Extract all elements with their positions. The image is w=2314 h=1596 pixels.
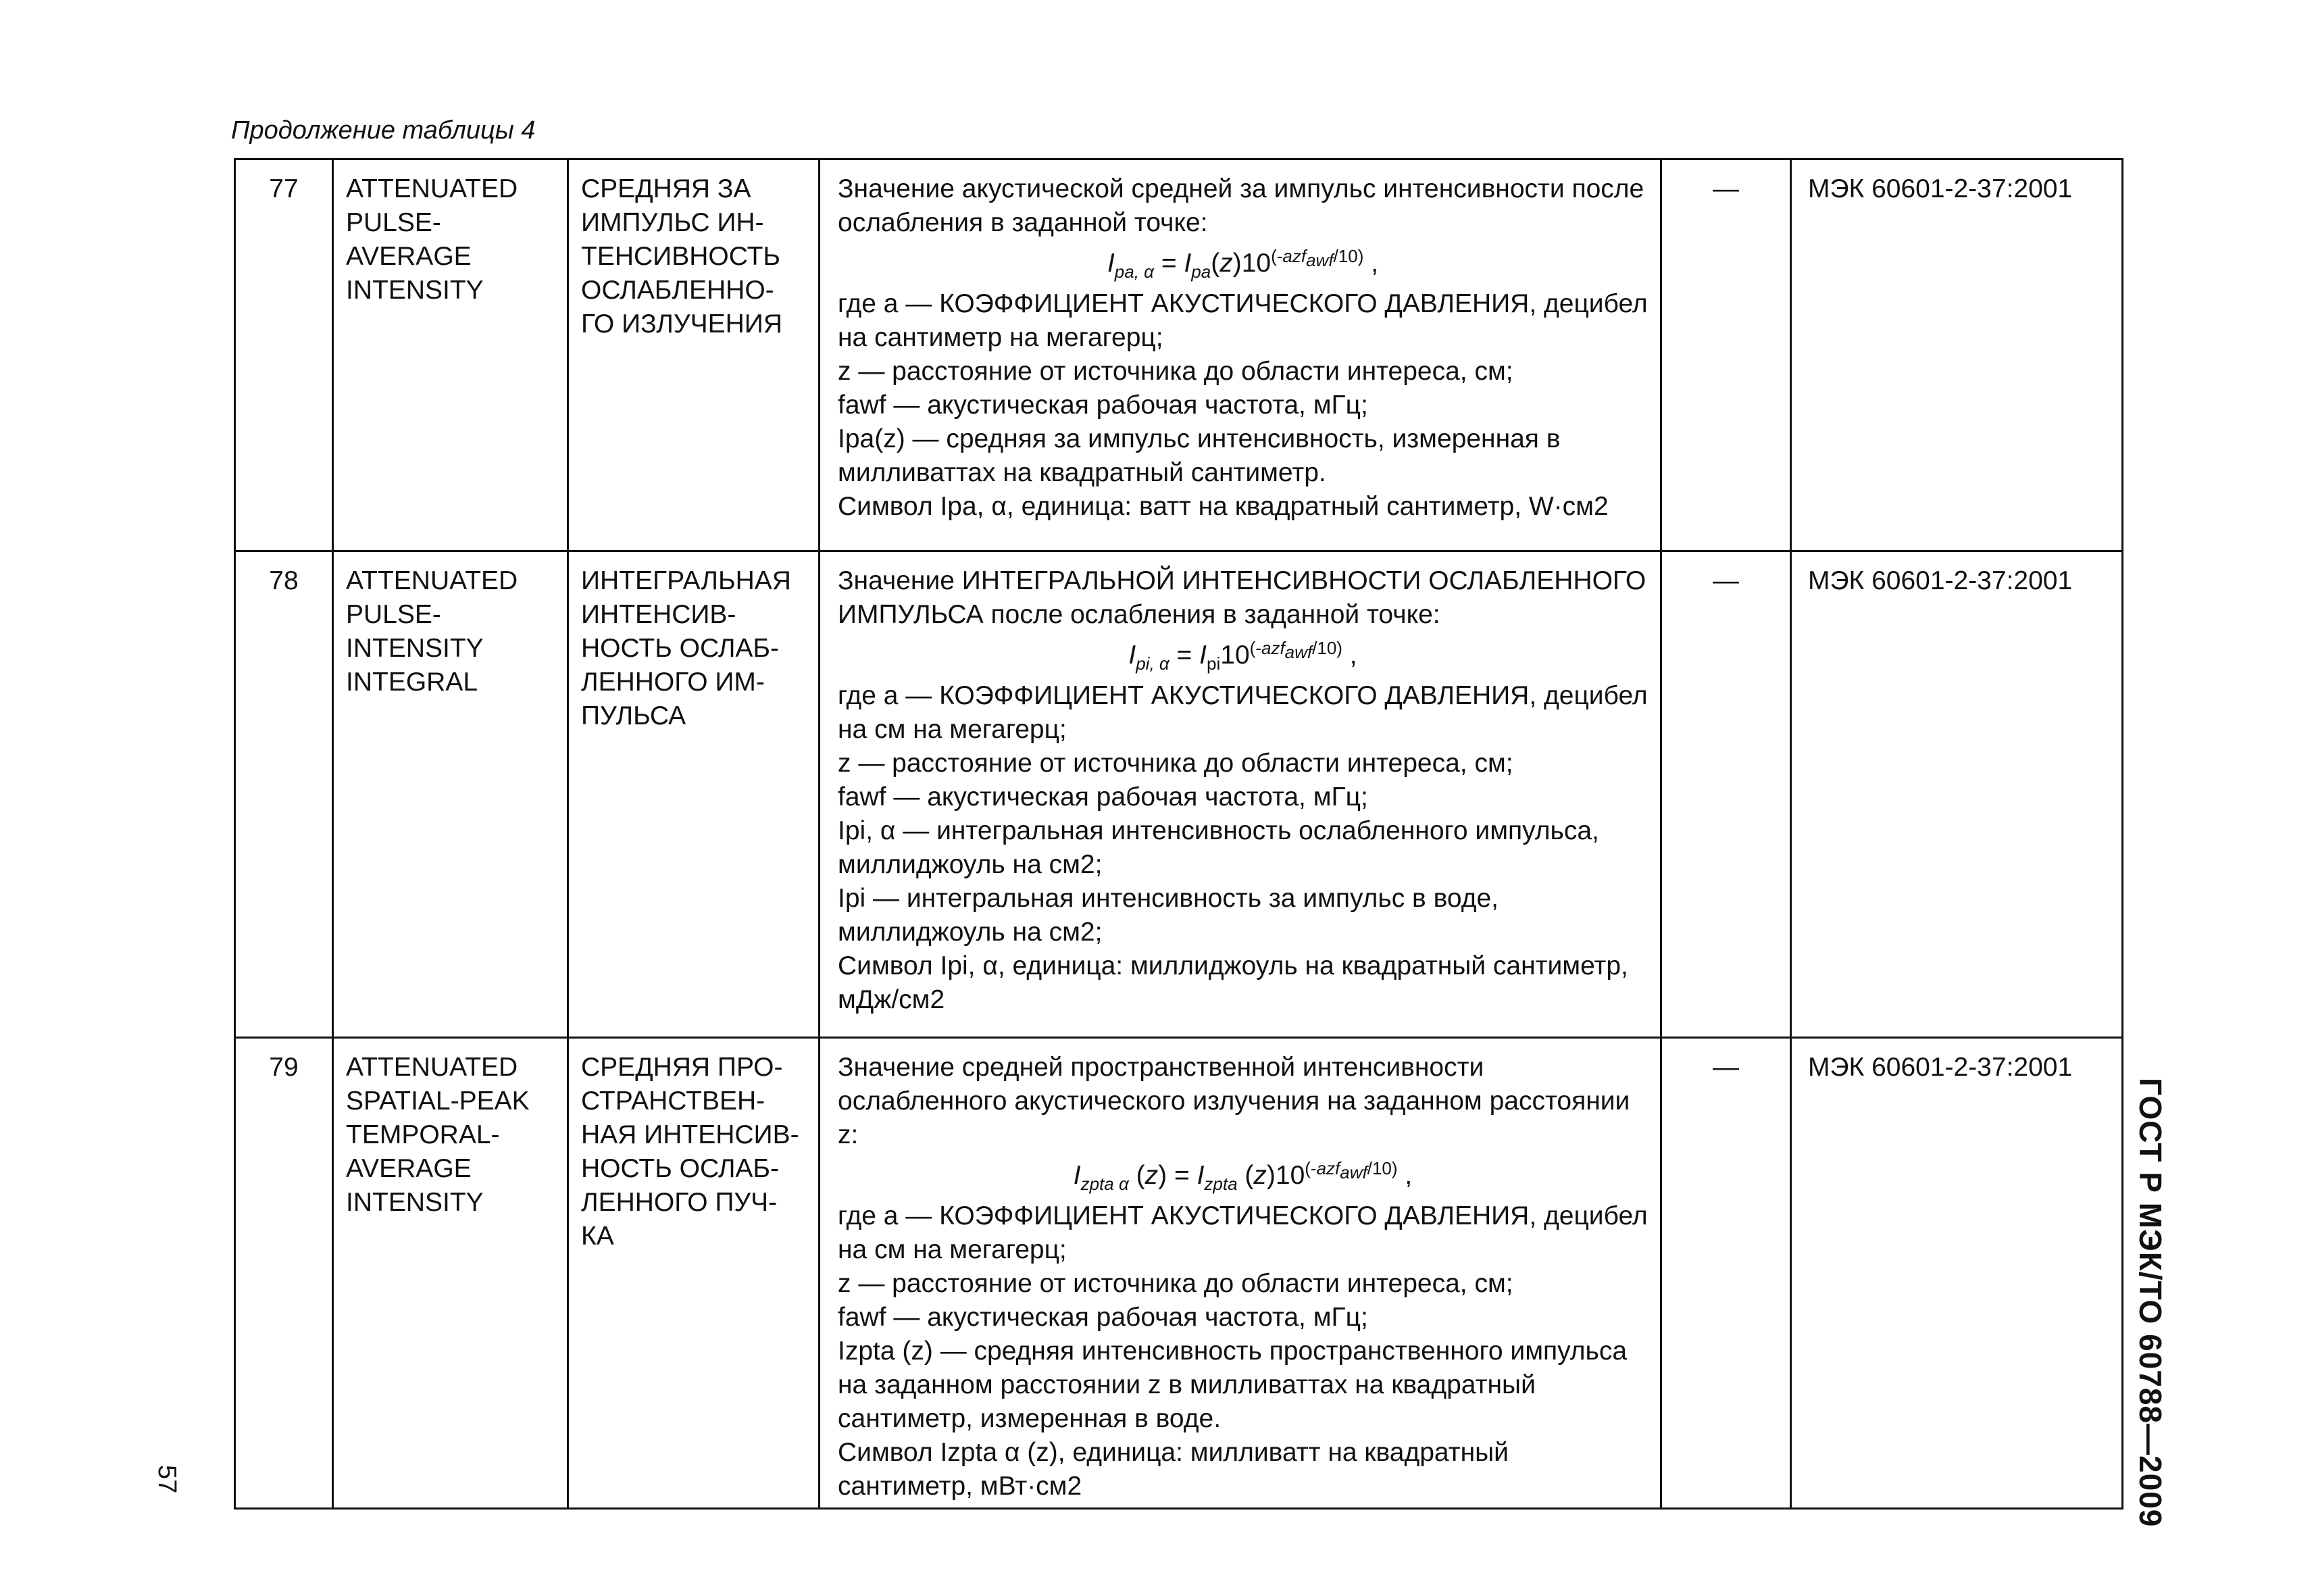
term-russian: СРЕДНЯЯ ЗА ИМПУЛЬС ИН- ТЕНСИВНОСТЬ ОСЛАБЛЕННО- ГО ИЗЛУЧЕНИЯ (568, 159, 820, 551)
page-number: 57 (153, 1465, 181, 1494)
table-row (235, 159, 2123, 551)
standard-reference: МЭК 60601-2-37:2001 (1791, 159, 2123, 551)
formula: $I_{pi, \alpha} = I_{pi}10^{(-azf_{awf}/10)}$ , (1128, 638, 1357, 674)
term-definition: Значение ИНТЕГРАЛЬНОЙ ИНТЕНСИВНОСТИ ОСЛАБЛЕННОГО ИМПУЛЬСА после ослабления в заданной точке: $I_{pi, \alpha} = I_{pi}10^{(-azf_{awf}/10)}$ , где a — КОЭФФИЦИЕНТ АКУСТИЧЕСКОГО ДАВЛЕНИЯ, децибел на см на мегагерц; z — расстояние от источника до области интереса, см; fawf — акустическая рабочая частота, мГц; Ipi, α — интегральная интенсивность ослабленного импульса, миллиджоуль на см2; Ipi — интегральная интенсивность за импульс в воде, миллиджоуль на см2; Символ Ipi, α, единица: миллиджоуль на квадратный сантиметр, мДж/см2 (820, 551, 1661, 1038)
term-russian: СРЕДНЯЯ ПРО- СТРАНСТВЕН- НАЯ ИНТЕНСИВ- НОСТЬ ОСЛАБ- ЛЕННОГО ПУЧ- КА (568, 1038, 820, 1509)
standard-reference: МЭК 60601-2-37:2001 (1791, 1038, 2123, 1509)
table-caption: Продолжение таблицы 4 (231, 116, 536, 145)
term-number: 79 (235, 1038, 333, 1509)
term-english: ATTENUATED PULSE- INTENSITY INTEGRAL (333, 551, 568, 1038)
table-row (235, 551, 2123, 1038)
dash-cell: — (1661, 551, 1791, 1038)
term-definition: Значение акустической средней за импульс интенсивности после ослабления в заданной точке: $I_{pa, \alpha} = I_{pa}(z)10^{(-azf_{awf}/10)}$ , где a — КОЭФФИЦИЕНТ АКУСТИЧЕСКОГО ДАВЛЕНИЯ, децибел на сантиметр на мегагерц; z — расстояние от источника до области интереса, см; fawf — акустическая рабочая частота, мГц; Ipa(z) — средняя за импульс интенсивность, измеренная в милливаттах на квадратный сантиметр. Символ Ipa, α, единица: ватт на квадратный сантиметр, W·см2 (820, 159, 1661, 551)
table-row (235, 1038, 2123, 1509)
term-english: ATTENUATED PULSE- AVERAGE INTENSITY (333, 159, 568, 551)
term-english: ATTENUATED SPATIAL-PEAK TEMPORAL- AVERAGE INTENSITY (333, 1038, 568, 1509)
term-number: 78 (235, 551, 333, 1038)
document-title: ГОСТ Р МЭК/ТО 60788—2009 (2133, 1078, 2168, 1528)
terms-table (234, 158, 2123, 1510)
term-number: 77 (235, 159, 333, 551)
formula: $I_{pa, \alpha} = I_{pa}(z)10^{(-azf_{awf}/10)}$ , (1107, 246, 1379, 282)
dash-cell: — (1661, 159, 1791, 551)
dash-cell: — (1661, 1038, 1791, 1509)
term-russian: ИНТЕГРАЛЬНАЯ ИНТЕНСИВ- НОСТЬ ОСЛАБ- ЛЕННОГО ИМ- ПУЛЬСА (568, 551, 820, 1038)
term-definition: Значение средней пространственной интенсивности ослабленного акустического излучения на заданном расстоянии z: $I_{zpta \alpha}$ $(z) = I_{zpta}$ $(z)10^{(-azf_{awf}/10)}$ , где a — КОЭФФИЦИЕНТ АКУСТИЧЕСКОГО ДАВЛЕНИЯ, децибел на см на мегагерц; z — расстояние от источника до области интереса, см; fawf — акустическая рабочая частота, мГц; Izpta (z) — средняя интенсивность пространственного импульса на заданном расстоянии z в милливаттах на квадратный сантиметр, измеренная в воде. Символ Izpta α (z), единица: милливатт на квадратный сантиметр, мВт·см2 (820, 1038, 1661, 1509)
formula: $I_{zpta \alpha}$ $(z) = I_{zpta}$ $(z)10^{(-azf_{awf}/10)}$ , (1073, 1158, 1413, 1194)
standard-reference: МЭК 60601-2-37:2001 (1791, 551, 2123, 1038)
